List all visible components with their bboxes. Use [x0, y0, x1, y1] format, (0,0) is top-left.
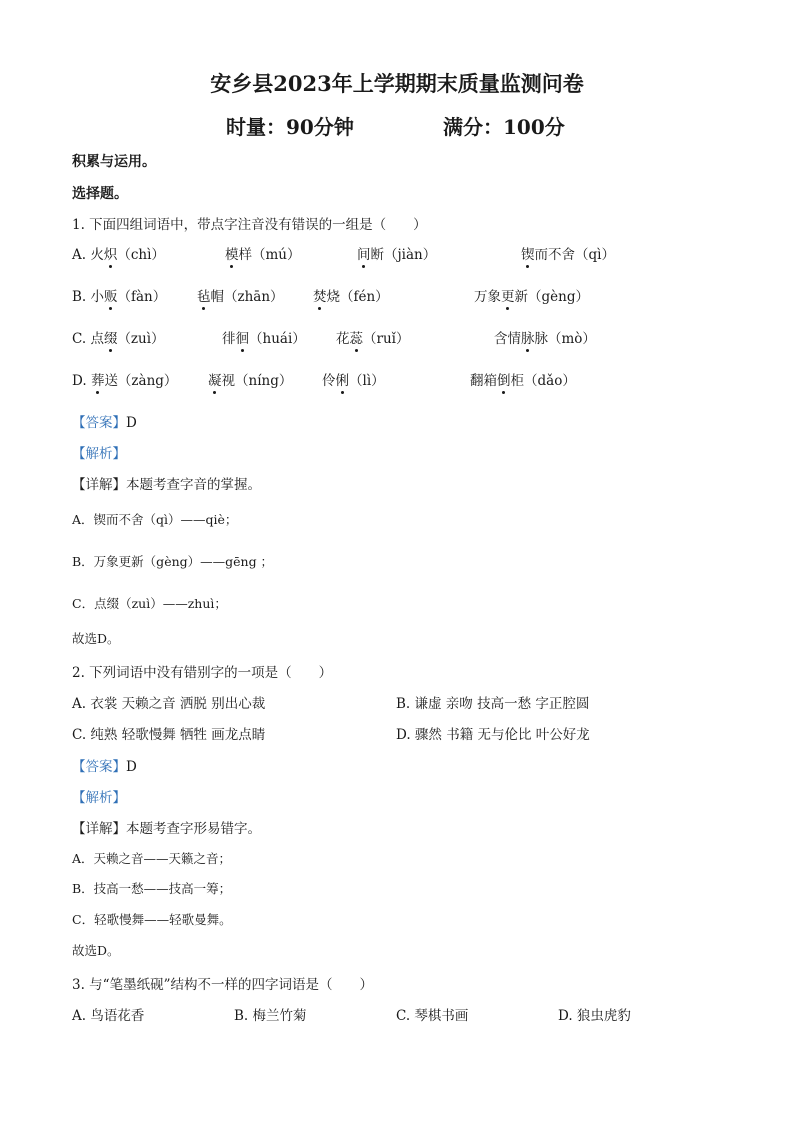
- option-item: 含情脉脉（mò）: [494, 327, 596, 347]
- option-b: B. 谦虚 亲吻 技高一愁 字正腔圆: [396, 696, 590, 712]
- detail-line: 【详解】本题考查字形易错字。: [72, 821, 261, 837]
- answer-label: 【答案】: [72, 759, 126, 775]
- fix-line: B．万象更新（gèng）——gēng ；: [72, 554, 274, 569]
- page-title: 安乡县2023年上学期期末质量监测问卷: [210, 71, 584, 96]
- option-row-b: B. 小贩（fàn）: [72, 285, 166, 305]
- dotted-char: 间: [357, 243, 371, 263]
- option-letter: A.: [72, 247, 91, 263]
- fix-line: A．锲而不舍（qì）——qiè；: [72, 512, 238, 527]
- analysis-label: 【解析】: [72, 790, 126, 806]
- option-c: C. 纯熟 轻歌慢舞 牺牲 画龙点睛: [72, 727, 266, 743]
- option-item: 毡帽（zhān）: [197, 285, 284, 305]
- answer-line: [72, 755, 137, 775]
- question-stem: 3. 与“笔墨纸砚”结构不一样的四字词语是（ ）: [72, 977, 373, 993]
- conclusion-line: 故选D。: [72, 943, 120, 958]
- time-limit: 时量：90分钟: [226, 115, 354, 139]
- answer-value: D: [126, 759, 137, 775]
- dotted-char: 炽: [104, 243, 118, 263]
- option-letter: B.: [72, 289, 91, 305]
- dotted-char: 葬: [91, 369, 105, 389]
- option-item: 间断（jiàn）: [357, 243, 436, 263]
- option-item: 凝视（níng）: [208, 369, 292, 389]
- answer-label: 【答案】: [72, 415, 126, 431]
- option-item: 翻箱倒柜（dǎo）: [470, 369, 576, 389]
- dotted-char: 凝: [208, 369, 222, 389]
- section-heading: 选择题。: [72, 186, 128, 202]
- dotted-char: 锲: [521, 243, 535, 263]
- fix-line: B．技高一愁——技高一筹；: [72, 881, 232, 896]
- section-heading: 积累与运用。: [72, 154, 156, 170]
- dotted-char: 焚: [313, 285, 327, 305]
- option-c: C. 琴棋书画: [396, 1008, 469, 1024]
- option-item: 锲而不舍（qì）: [521, 243, 615, 263]
- option-item: 焚烧（fén）: [313, 285, 389, 305]
- analysis-label: 【解析】: [72, 446, 126, 462]
- option-row-a: A. 火炽（chì）: [72, 243, 165, 263]
- option-letter: C.: [72, 331, 91, 347]
- dotted-char: 徊: [236, 327, 250, 347]
- dotted-char: 贩: [104, 285, 118, 305]
- fix-line: C．点缀（zuì）——zhuì；: [72, 596, 227, 611]
- option-d: D. 骤然 书籍 无与伦比 叶公好龙: [396, 727, 590, 743]
- dotted-char: 脉: [521, 327, 535, 347]
- option-letter: D.: [72, 373, 91, 389]
- dotted-char: 俐: [336, 369, 350, 389]
- detail-line: 【详解】本题考查字音的掌握。: [72, 477, 261, 493]
- option-a: A. 衣裳 天赖之音 洒脱 别出心裁: [72, 696, 266, 712]
- option-item: 徘徊（huái）: [222, 327, 306, 347]
- option-b: B. 梅兰竹菊: [234, 1008, 307, 1024]
- option-d: D. 狼虫虎豹: [558, 1008, 631, 1024]
- answer-line: [72, 411, 137, 431]
- fix-line: C．轻歌慢舞——轻歌曼舞。: [72, 912, 232, 927]
- dotted-char: 缀: [104, 327, 118, 347]
- dotted-char: 毡: [197, 285, 211, 305]
- option-a: A. 鸟语花香: [72, 1008, 145, 1024]
- question-stem: 1. 下面四组词语中，带点字注音没有错误的一组是（ ）: [72, 217, 427, 233]
- option-row-d: D. 葬送（zàng）: [72, 369, 177, 389]
- dotted-char: 模: [225, 243, 239, 263]
- answer-value: D: [126, 415, 137, 431]
- dotted-char: 蕊: [350, 327, 364, 347]
- option-item: 花蕊（ruǐ）: [336, 327, 409, 347]
- full-score: 满分：100分: [443, 115, 565, 139]
- option-item: 万象更新（gèng）: [474, 285, 589, 305]
- option-item: 伶俐（lì）: [322, 369, 385, 389]
- dotted-char: 更: [501, 285, 515, 305]
- fix-line: A．天赖之音——天籁之音；: [72, 851, 232, 866]
- option-row-c: C. 点缀（zuì）: [72, 327, 165, 347]
- question-stem: 2. 下列词语中没有错别字的一项是（ ）: [72, 665, 333, 681]
- option-item: 模样（mú）: [225, 243, 301, 263]
- conclusion-line: 故选D。: [72, 631, 120, 646]
- dotted-char: 倒: [497, 369, 511, 389]
